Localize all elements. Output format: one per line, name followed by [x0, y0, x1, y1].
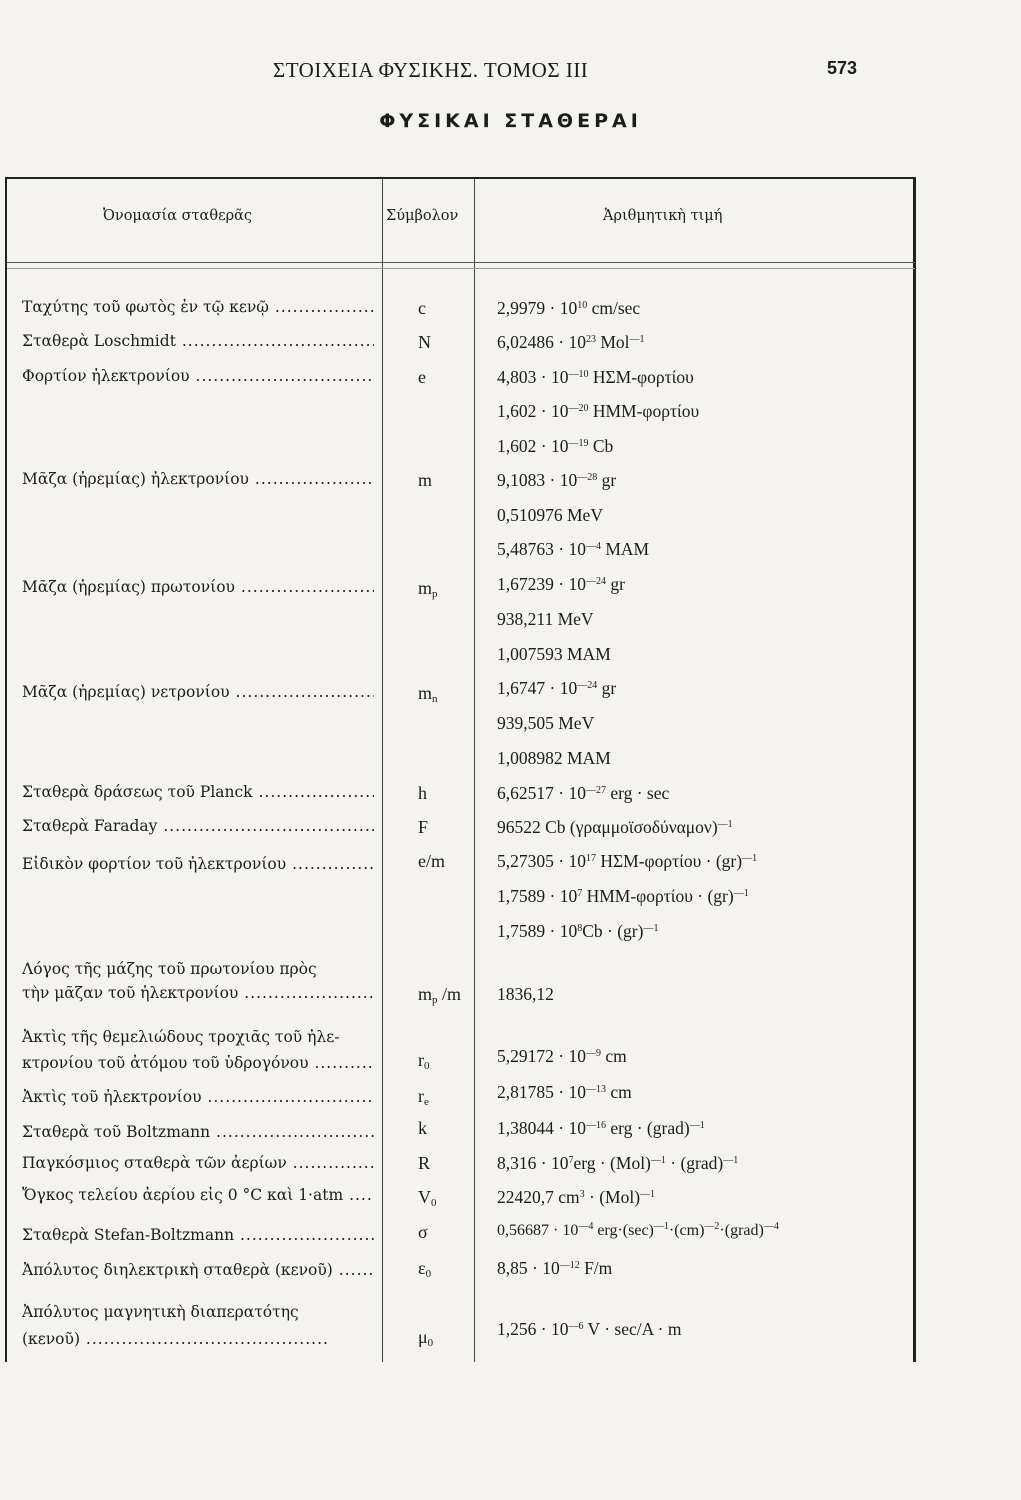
constant-name-text: Εἰδικὸν φορτίον τοῦ ἠλεκτρονίου ..... — [22, 855, 374, 873]
constant-name-text: Λόγος τῆς μάζης τοῦ πρωτονίου πρὸς — [22, 960, 317, 978]
table-title: ΦΥΣΙΚΑΙ ΣΤΑΘΕΡΑΙ — [379, 110, 642, 132]
constant-value: $0,56687 \cdot 10^{—4}$ $erg\cdot(\sec)^{—1}\cdot(cm)^{—2}\cdot(grad)^{—4}$ — [497, 1221, 779, 1239]
exponent: —1 — [643, 923, 659, 934]
constant-value: $8,85 \cdot 10^{—12}$ F/m — [497, 1258, 613, 1278]
constant-value: $1,67239 \cdot 10^{—24}$ gr — [497, 574, 625, 594]
constant-value: $9,1083 \cdot 10^{—28}$ gr — [497, 470, 617, 490]
symbol-subscript: 0 — [427, 1337, 434, 1349]
column-divider-2 — [474, 178, 475, 1362]
constant-symbol: $\mu_0$ — [418, 1327, 434, 1349]
constant-value: $4,803 \cdot 10^{—10}$ ΗΣΜ-φορτίου — [497, 367, 694, 387]
constant-name-text: Ἀπόλυτος διηλεκτρικὴ σταθερὰ (κενοῦ) ..... — [22, 1261, 374, 1279]
constant-value: 1836,12 — [497, 984, 554, 1004]
constant-name-text: Σταθερὰ τοῦ Boltzmann ..... — [22, 1123, 374, 1141]
constant-value: 1,007593 ΜΑΜ — [497, 644, 611, 664]
constant-symbol: $m_p$ /m — [418, 984, 462, 1006]
exponent: 3 — [579, 1189, 585, 1200]
constant-name-text: Σταθερὰ Faraday ..... — [22, 817, 374, 835]
constant-name-text: Ὄγκος τελείου ἀερίου εἰς 0 °C καὶ 1·atm ..... — [22, 1186, 374, 1204]
constant-value: $1,38044 \cdot 10^{—16}$ erg · (grad)$^{—1}$ — [497, 1118, 705, 1138]
constant-name — [22, 1028, 340, 1050]
symbol-subscript: 0 — [431, 1197, 437, 1209]
constant-name — [22, 1226, 374, 1248]
constant-name — [22, 1123, 374, 1145]
exponent: —4 — [578, 1221, 594, 1232]
constant-value: $5,27305 \cdot 10^{17}$ ΗΣΜ-φορτίου · (gr)$^{—1}$ — [497, 851, 758, 871]
constant-value: 96522 Cb $(\gamma\rho\alpha\mu\mu oϊ\sigma o\delta ύ\nu\alpha\mu o\nu)^{—1}$ — [497, 817, 733, 837]
exponent: —1 — [717, 819, 733, 830]
constant-symbol: e — [418, 367, 426, 387]
constant-name-text: Μᾶζα (ἠρεμίας) πρωτονίου ..... — [22, 578, 374, 596]
header-rule — [7, 262, 915, 263]
exponent: 17 — [585, 853, 596, 864]
column-header-name: Ὀνομασία σταθερᾶς — [103, 208, 253, 224]
constant-value: $6,02486 \cdot 10^{23}$ Mol$^{—1}$ — [497, 332, 645, 352]
constant-symbol: m — [418, 470, 433, 490]
symbol-subscript: 0 — [425, 1268, 432, 1280]
constant-name-text: Μᾶζα (ἠρεμίας) ἠλεκτρονίου ..... — [22, 470, 374, 488]
constant-symbol: $V_0$ — [418, 1187, 437, 1209]
constant-value: $1,7589 \cdot 10^8Cb \cdot (gr)^{—1}$ — [497, 921, 659, 941]
column-divider-1 — [382, 178, 383, 1362]
constant-name — [22, 1303, 299, 1325]
constant-name — [22, 367, 374, 389]
constant-symbol: k — [418, 1118, 427, 1138]
constant-value: $1,7589 \cdot 10^7$ ΗΜΜ-φορτίου · (gr)$^{—1}$ — [497, 886, 749, 906]
constant-value: $1,256 \cdot 10^{—6}$ V · sec/A · m — [497, 1319, 682, 1339]
constant-symbol: N — [418, 332, 431, 352]
constant-value: 0,510976 MeV — [497, 505, 603, 525]
constant-value: $5,48763 \cdot 10^{—4}$ ΜΑΜ — [497, 539, 650, 559]
constant-symbol: R — [418, 1153, 431, 1173]
constant-name-text: κτρονίου τοῦ ἀτόμου τοῦ ὑδρογόνου ..... — [22, 1054, 374, 1072]
constant-symbol: $r_0$ — [418, 1050, 430, 1072]
constant-name — [22, 984, 374, 1006]
constant-value: 938,211 MeV — [497, 609, 594, 629]
constant-name — [22, 578, 374, 600]
constant-value: $5,29172 \cdot 10^{—9}$ cm — [497, 1046, 627, 1066]
exponent: —1 — [640, 1189, 656, 1200]
constant-value: $2,81785 \cdot 10^{—13}$ cm — [497, 1082, 632, 1102]
constant-symbol: σ — [418, 1222, 428, 1242]
constants-table — [5, 177, 916, 1362]
exponent: —1 — [723, 1155, 739, 1166]
exponent: —6 — [568, 1321, 584, 1332]
exponent: —12 — [559, 1260, 580, 1271]
exponent: —9 — [585, 1048, 601, 1059]
constant-value: $1,6747 \cdot 10^{—24}$ gr — [497, 678, 617, 698]
constant-symbol: $m_p$ — [418, 578, 438, 600]
constant-name-text: Ἀκτὶς τοῦ ἠλεκτρονίου ..... — [22, 1088, 374, 1106]
symbol-subscript: p — [432, 588, 438, 600]
constant-symbol: c — [418, 298, 426, 318]
constant-value: $1,602 \cdot 10^{—20}$ ΗΜΜ-φορτίου — [497, 401, 700, 421]
exponent: 10 — [577, 300, 588, 311]
running-head — [0, 58, 1021, 88]
exponent: —19 — [568, 438, 589, 449]
column-header-symbol: Σύμβολον — [386, 208, 459, 224]
constant-symbol: F — [418, 817, 429, 837]
exponent: —1 — [629, 334, 645, 345]
constant-name — [22, 855, 374, 877]
exponent: 7 — [568, 1155, 574, 1166]
symbol-subscript: n — [432, 693, 438, 705]
constant-symbol: h — [418, 783, 427, 803]
exponent: —10 — [568, 369, 589, 380]
constant-name — [22, 1186, 374, 1208]
constant-symbol: $\varepsilon_0$ — [418, 1258, 432, 1280]
constant-value: 1,008982 ΜΑΜ — [497, 748, 611, 768]
exponent: —24 — [577, 680, 598, 691]
constant-name-text: Φορτίον ἠλεκτρονίου ..... — [22, 367, 374, 385]
exponent: 8 — [577, 923, 583, 934]
constant-name-text: Σταθερὰ δράσεως τοῦ Planck ..... — [22, 783, 374, 801]
exponent: —28 — [577, 472, 598, 483]
constant-name — [22, 1261, 374, 1283]
exponent: —20 — [568, 403, 589, 414]
exponent: —1 — [733, 888, 749, 899]
constant-name — [22, 1154, 374, 1176]
constant-value: $6,62517 \cdot 10^{—27}$ erg · sec — [497, 783, 670, 803]
constant-symbol: $m_n$ — [418, 683, 438, 705]
constant-symbol: $r_e$ — [418, 1086, 429, 1108]
constant-name-text: Ἀκτὶς τῆς θεμελιώδους τροχιᾶς τοῦ ἠλε- — [22, 1028, 340, 1046]
header-rule-2 — [7, 268, 915, 269]
constant-name — [22, 817, 374, 839]
book-title: ΣΤΟΙΧΕΙΑ ΦΥΣΙΚΗΣ. ΤΟΜΟΣ III — [273, 58, 589, 82]
constant-name-text: Σταθερὰ Loschmidt ..... — [22, 332, 374, 350]
exponent: —16 — [585, 1120, 606, 1131]
constant-value: 22420,7 $cm^3 \cdot (Mol)^{—1}$ — [497, 1187, 656, 1207]
constant-name — [22, 298, 374, 320]
exponent: 7 — [577, 888, 583, 899]
constant-value: $2,9979 \cdot 10^{10}$ cm/sec — [497, 298, 641, 318]
constant-value: 939,505 MeV — [497, 713, 595, 733]
exponent: —13 — [585, 1084, 606, 1095]
exponent: —4 — [763, 1221, 779, 1232]
constant-name-text: τὴν μᾶζαν τοῦ ἠλεκτρονίου ..... — [22, 984, 374, 1002]
exponent: —1 — [742, 853, 758, 864]
constant-name-text: Μᾶζα (ἠρεμίας) νετρονίου ..... — [22, 683, 374, 701]
constant-name — [22, 1088, 374, 1110]
constant-name — [22, 1054, 374, 1076]
constant-name — [22, 683, 374, 705]
constant-name-text: (κενοῦ) ..... — [22, 1330, 374, 1348]
constant-name — [22, 1330, 374, 1352]
constant-value: $1,602 \cdot 10^{—19}$ Cb — [497, 436, 614, 456]
constant-name-text: Σταθερὰ Stefan-Boltzmann ..... — [22, 1226, 374, 1244]
constant-name-text: Ἀπόλυτος μαγνητικὴ διαπερατότης — [22, 1303, 299, 1321]
constant-name — [22, 470, 374, 492]
exponent: —2 — [704, 1221, 720, 1232]
exponent: —1 — [689, 1120, 705, 1131]
constant-name — [22, 960, 317, 982]
exponent: —24 — [585, 576, 606, 587]
exponent: —4 — [585, 541, 601, 552]
constant-name-text: Ταχύτης τοῦ φωτὸς ἐν τῷ κενῷ ..... — [22, 298, 374, 316]
constant-name-text: Παγκόσμιος σταθερὰ τῶν ἀερίων ..... — [22, 1154, 374, 1172]
symbol-subscript: 0 — [424, 1060, 430, 1072]
constant-value: $8,316 \cdot 10^7erg \cdot (Mol)^{—1}$ · (grad)$^{—1}$ — [497, 1153, 739, 1173]
symbol-subscript: e — [424, 1096, 429, 1108]
exponent: —27 — [585, 785, 606, 796]
constant-symbol: e/m — [418, 851, 445, 871]
exponent: 23 — [585, 334, 596, 345]
page-number: 573 — [827, 58, 858, 78]
symbol-subscript: p — [432, 994, 438, 1006]
exponent: —1 — [650, 1155, 666, 1166]
constant-name — [22, 332, 374, 354]
constant-name — [22, 783, 374, 805]
exponent: —1 — [653, 1221, 669, 1232]
column-header-value: Ἀριθμητικὴ τιμή — [603, 208, 723, 224]
